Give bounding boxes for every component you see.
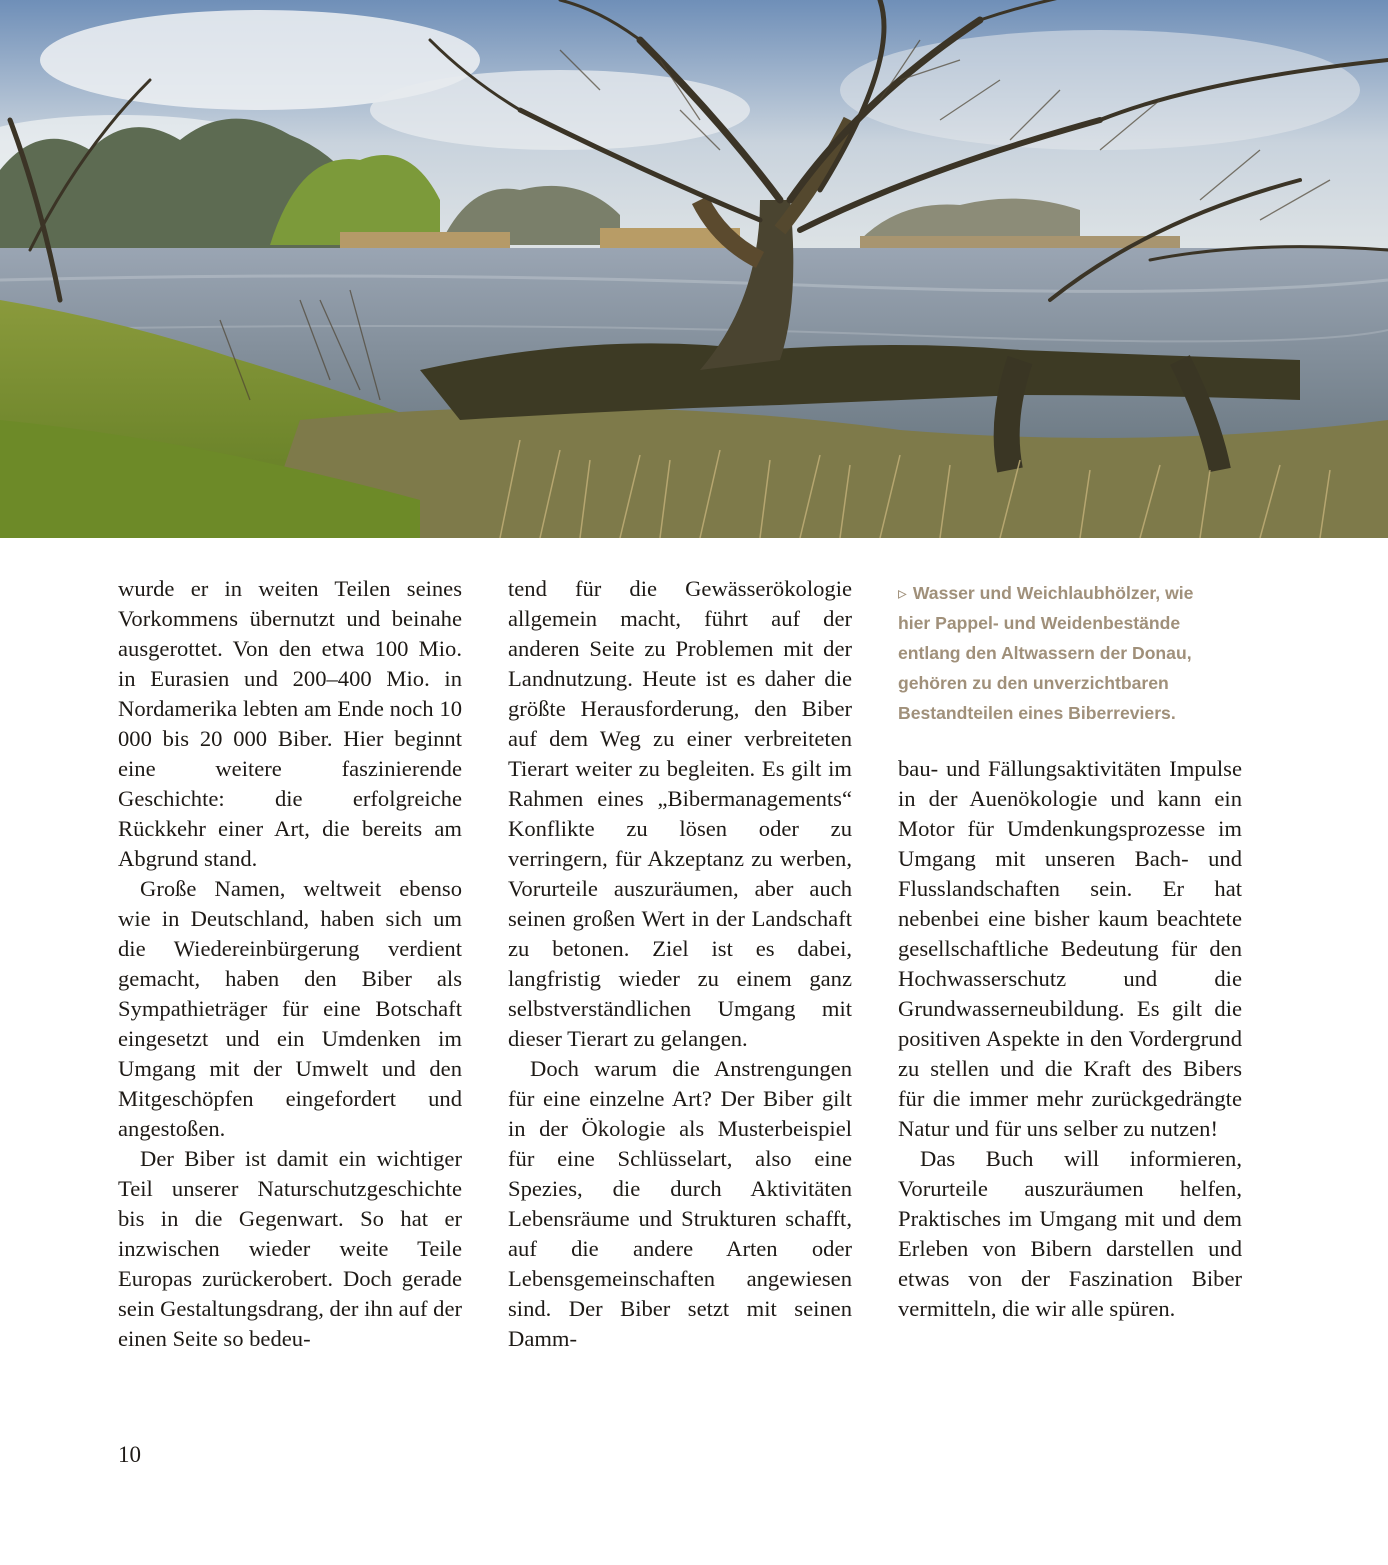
paragraph: tend für die Gewässerökologie allgemein macht, führt auf der anderen Seite zu Problemen mit der Landnutzung. Heute ist es daher die größte Herausforderung, den Biber auf dem Weg zu einer verbreiteten Tierart weiter zu begleiten. Es gilt im Rahmen eines „Bibermanagements“ Konflikte zu lösen oder zu verringern, für Akzeptanz zu werben, Vorurteile auszuräumen, aber auch seinen großen Wert in der Landschaft zu betonen. Ziel ist es dabei, langfristig wieder zu einem ganz selbstverständlichen Umgang mit dieser Tierart zu gelangen. [508,576,852,1051]
landscape-photo [0,0,1388,538]
caption-marker-icon: ▹ [898,583,907,603]
page-number: 10 [118,1442,141,1467]
text-column-3 [898,754,1242,1324]
paragraph: wurde er in weiten Teilen seines Vorkommens übernutzt und beinahe ausgerottet. Von den etwa 100 Mio. in Eurasien und 200–400 Mio. in Nordamerika lebten am Ende noch 10 000 bis 20 000 Biber. Hier beginnt eine weitere faszinierende Geschichte: die erfolgreiche Rückkehr einer Art, die bereits am Abgrund stand. [118,576,462,871]
paragraph: Doch warum die Anstrengungen für eine einzelne Art? Der Biber gilt in der Ökologie als Musterbeispiel für eine Schlüsselart, also eine Spezies, die durch Aktivitäten Lebensräume und Strukturen schafft, auf die andere Arten oder Lebensgemeinschaften angewiesen sind. Der Biber setzt mit seinen Damm- [508,1056,852,1351]
text-column-2 [508,574,852,1354]
paragraph: Das Buch will informieren, Vorurteile auszuräumen helfen, Praktisches im Umgang mit und dem Erleben von Bibern darstellen und etwas von der Faszination Biber vermitteln, die wir alle spüren. [898,1146,1242,1321]
paragraph: bau- und Fällungsaktivitäten Impulse in der Auenökologie und kann ein Motor für Umdenkungsprozesse im Umgang mit unseren Bach- und Flusslandschaften sein. Er hat nebenbei eine bisher kaum beachtete gesellschaftliche Bedeutung für den Hochwasserschutz und die Grundwasserneubildung. Es gilt die positiven Aspekte in den Vordergrund zu stellen und die Kraft des Bibers für die immer mehr zurückgedrängte Natur und für uns selber zu nutzen! [898,756,1242,1141]
paragraph: Der Biber ist damit ein wichtiger Teil unserer Naturschutzgeschichte bis in die Gegenwart. So hat er inzwischen wieder weite Teile Europas zurückerobert. Doch gerade sein Gestaltungsdrang, der ihn auf der einen Seite so bedeu- [118,1146,462,1351]
photo-caption [898,578,1228,728]
caption-text: Wasser und Weichlaubhölzer, wie hier Pappel- und Weidenbestände entlang den Altwassern der Donau, gehören zu den unverzichtbaren Bestandteilen eines Biberreviers. [898,583,1194,723]
paragraph: Große Namen, weltweit ebenso wie in Deutschland, haben sich um die Wiedereinbürgerung verdient gemacht, haben den Biber als Sympathieträger für eine Botschaft eingesetzt und ein Umdenken im Umgang mit der Umwelt und den Mitgeschöpfen eingefordert und angestoßen. [118,876,462,1141]
text-column-1 [118,574,462,1354]
